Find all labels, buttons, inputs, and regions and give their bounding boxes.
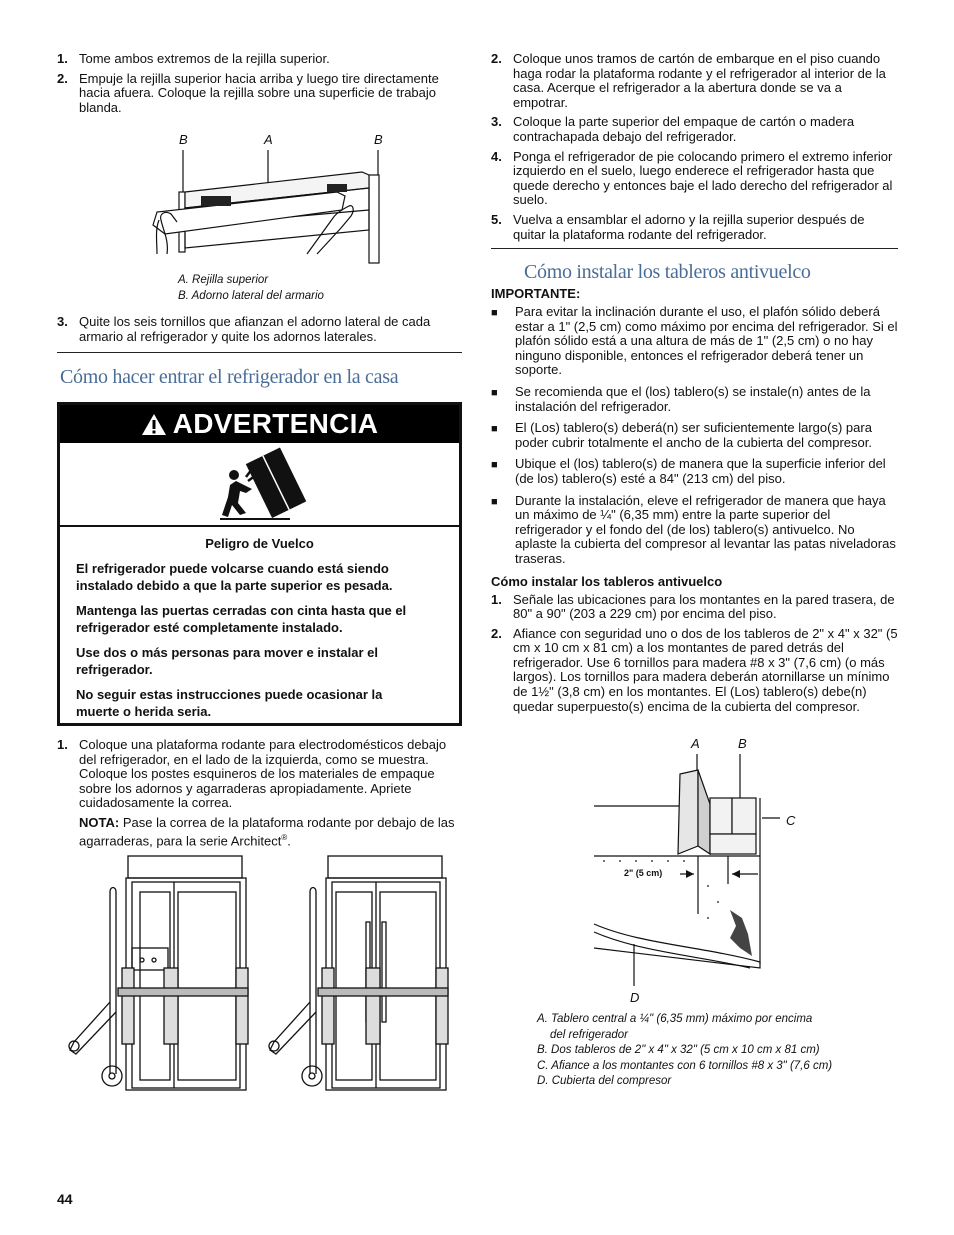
note-end: . — [287, 832, 291, 848]
important-bullet — [491, 457, 898, 486]
warning-icon-area — [60, 443, 459, 527]
caption-line: A. Tablero central a ¼" (6,35 mm) máximo por encima — [537, 1013, 813, 1025]
section-heading-moving: Cómo hacer entrar el refrigerador en la casa — [60, 366, 399, 388]
warning-title: ADVERTENCIA — [172, 408, 379, 439]
install-step-2 — [491, 627, 898, 715]
bullet-text: Ubique el (los) tablero(s) de manera que la superficie inferior del (de los) tablero(s) esté a 84" (213 cm) del piso. — [515, 456, 886, 486]
bullet-text: Para evitar la inclinación durante el uso, el plafón sólido deberá estar a 1" (2,5 cm) como máximo por encima del refrigerador. Si el plafón sólido está a una altura de más de 1" (2,5 cm) o no hay ninguno disponible, entonces el refrigerador deberá tener un soporte. — [515, 304, 898, 378]
bullet-square-icon: ■ — [491, 386, 498, 399]
bullet-text: El (Los) tablero(s) deberá(n) ser suficientemente largo(s) para poder cubrir totalmente el ancho de la cubierta del compresor. — [515, 420, 872, 450]
warning-triangle-icon — [141, 412, 167, 436]
caption-line: C. Afiance a los montantes con 6 tornillos #8 x 3" (7,6 cm) — [537, 1059, 833, 1072]
tip-over-hazard-icon — [218, 447, 308, 523]
right-column — [491, 52, 898, 247]
step-text: Tome ambos extremos de la rejilla superior. — [79, 51, 330, 66]
figure-label-b: B — [738, 736, 747, 751]
step-text: Empuje la rejilla superior hacia arriba y luego tire directamente hacia afuera. Coloque la rejilla sobre una superficie de trabajo blanda. — [79, 70, 439, 115]
section-heading-antitip: Cómo instalar los tableros antivuelco — [524, 261, 811, 283]
figure-label-a: A — [691, 736, 700, 751]
registered-mark: ® — [281, 832, 288, 842]
grille-illustration — [137, 130, 387, 265]
figure-label-d: D — [630, 990, 640, 1005]
note — [57, 816, 462, 849]
step-1-grille — [57, 52, 462, 67]
step-3-screws — [57, 315, 462, 344]
step-number: 4. — [491, 148, 502, 164]
step-text: Coloque una plataforma rodante para electrodomésticos debajo del refrigerador, en el lado de la izquierda, como se muestra. Coloque los postes esquineros de los materiales de empaque sobre los adornos y agarraderas apropiadamente. Apriete cuidadosamente la correa. — [79, 737, 447, 811]
caption-line: B. Adorno lateral del armario — [178, 289, 324, 302]
dolly-illustration — [60, 852, 480, 1092]
dimension-label: 2" (5 cm) — [624, 868, 663, 878]
warning-paragraph: Use dos o más personas para mover e instalar el refrigerador. — [76, 645, 379, 677]
antitip-illustration — [580, 734, 810, 1004]
warning-paragraph: No seguir estas instrucciones puede ocasionar la muerte o herida seria. — [76, 687, 383, 719]
step-text: Ponga el refrigerador de pie colocando primero el extremo inferior izquierdo en el suelo, luego enderece el refrigerador hasta que quede derecho y entonces baje el lado derecho del refrigerador al suelo. — [513, 148, 893, 208]
bullet-square-icon: ■ — [491, 459, 498, 472]
antitip-caption — [537, 1012, 832, 1090]
bullet-square-icon: ■ — [491, 495, 498, 508]
caption-line: B. Dos tableros de 2" x 4" x 32" (5 cm x 10 cm x 81 cm) — [537, 1044, 820, 1056]
warning-subtitle: Peligro de Vuelco — [205, 536, 314, 551]
step-number: 3. — [57, 314, 68, 329]
grille-caption — [178, 273, 324, 304]
step-text: Coloque unos tramos de cartón de embarque en el piso cuando haga rodar la plataforma rodante y el refrigerador al interior de la casa. Acerque el refrigerador a la abertura donde se va a empotrar. — [513, 51, 886, 110]
step-3-plywood — [491, 115, 898, 144]
antitip-figure — [580, 734, 810, 1004]
warning-body — [60, 527, 459, 720]
figure-label-a: A — [264, 132, 273, 147]
caption-line: D. Cubierta del compresor — [537, 1075, 672, 1087]
step-number: 3. — [491, 114, 502, 130]
bullet-text: Durante la instalación, eleve el refrigerador de manera que haya un máximo de ¼" (6,35 mm) entre la parte superior del refrigerador y el fondo del (de los) tablero(s) antivuelco. No aplaste la cubierta del compresor al levantar las patas niveladoras traseras. — [515, 492, 896, 566]
section-divider — [491, 248, 898, 249]
note-label: NOTA: — [79, 814, 120, 830]
subheading: Cómo instalar los tableros antivuelco — [491, 573, 723, 589]
step-text: Vuelva a ensamblar el adorno y la rejilla superior después de quitar la plataforma rodante del refrigerador. — [513, 211, 865, 242]
note-text: Pase la correa de la plataforma rodante por debajo de las agarraderas, para la serie Architect — [79, 814, 455, 848]
step-dolly — [57, 738, 462, 811]
important-bullet — [491, 494, 898, 567]
step-number: 1. — [491, 591, 502, 607]
dolly-step — [57, 738, 462, 853]
step-number: 2. — [491, 625, 502, 641]
install-step-1 — [491, 593, 898, 622]
step-2-cardboard — [491, 52, 898, 110]
important-bullet — [491, 385, 898, 414]
step-text: Quite los seis tornillos que afianzan el adorno lateral de cada armario al refrigerador y quite los adornos laterales. — [79, 314, 431, 344]
figure-label-b-left: B — [179, 132, 188, 147]
step-4-upright — [491, 150, 898, 208]
caption-line: del refrigerador — [550, 1028, 628, 1041]
bullet-square-icon: ■ — [491, 423, 498, 436]
warning-header — [60, 405, 459, 443]
grille-figure — [137, 130, 387, 265]
step-number: 2. — [57, 70, 68, 86]
figure-label-c: C — [786, 813, 796, 828]
page-number: 44 — [57, 1191, 73, 1207]
step-2-grille — [57, 72, 462, 116]
step-number: 1. — [57, 51, 68, 66]
figure-label-b-right: B — [374, 132, 383, 147]
warning-paragraph: El refrigerador puede volcarse cuando está siendo instalado debido a que la parte superior es pesada. — [76, 561, 393, 593]
caption-line: A. Rejilla superior — [178, 274, 269, 286]
step-number: 5. — [491, 211, 502, 227]
step-5-reassemble — [491, 213, 898, 242]
warning-paragraph: Mantenga las puertas cerradas con cinta hasta que el refrigerador esté completamente instalado. — [76, 603, 407, 635]
left-column — [57, 52, 462, 120]
important-bullet — [491, 421, 898, 450]
important-label: IMPORTANTE: — [491, 286, 581, 301]
step-text: Coloque la parte superior del empaque de cartón o madera contrachapada debajo del refrigerador. — [513, 114, 855, 144]
important-block — [491, 286, 898, 719]
bullet-square-icon: ■ — [491, 307, 498, 319]
warning-box — [57, 402, 462, 726]
step-number: 1. — [57, 737, 68, 752]
section-divider — [57, 352, 462, 353]
step-text: Señale las ubicaciones para los montantes en la pared trasera, de 80" a 90" (203 a 229 cm) por encima del piso. — [513, 591, 895, 622]
bullet-text: Se recomienda que el (los) tablero(s) se instale(n) antes de la instalación del refrigerador. — [515, 383, 871, 414]
step-text: Afiance con seguridad uno o dos de los tableros de 2" x 4" x 32" (5 cm x 10 cm x 81 cm) a los montantes de pared detrás del refrigerador. Use 6 tornillos para madera #8 x 3" (7,6 cm) (o más largos). Los tornillos para madera deberán atornillarse un mínimo de 1½" (3,8 cm) en los montantes. El (Los) tablero(s) debe(n) quedar superpuesto(s) encima de la cubierta del compresor. — [513, 625, 898, 714]
step-number: 2. — [491, 51, 502, 66]
important-bullet — [491, 305, 898, 378]
